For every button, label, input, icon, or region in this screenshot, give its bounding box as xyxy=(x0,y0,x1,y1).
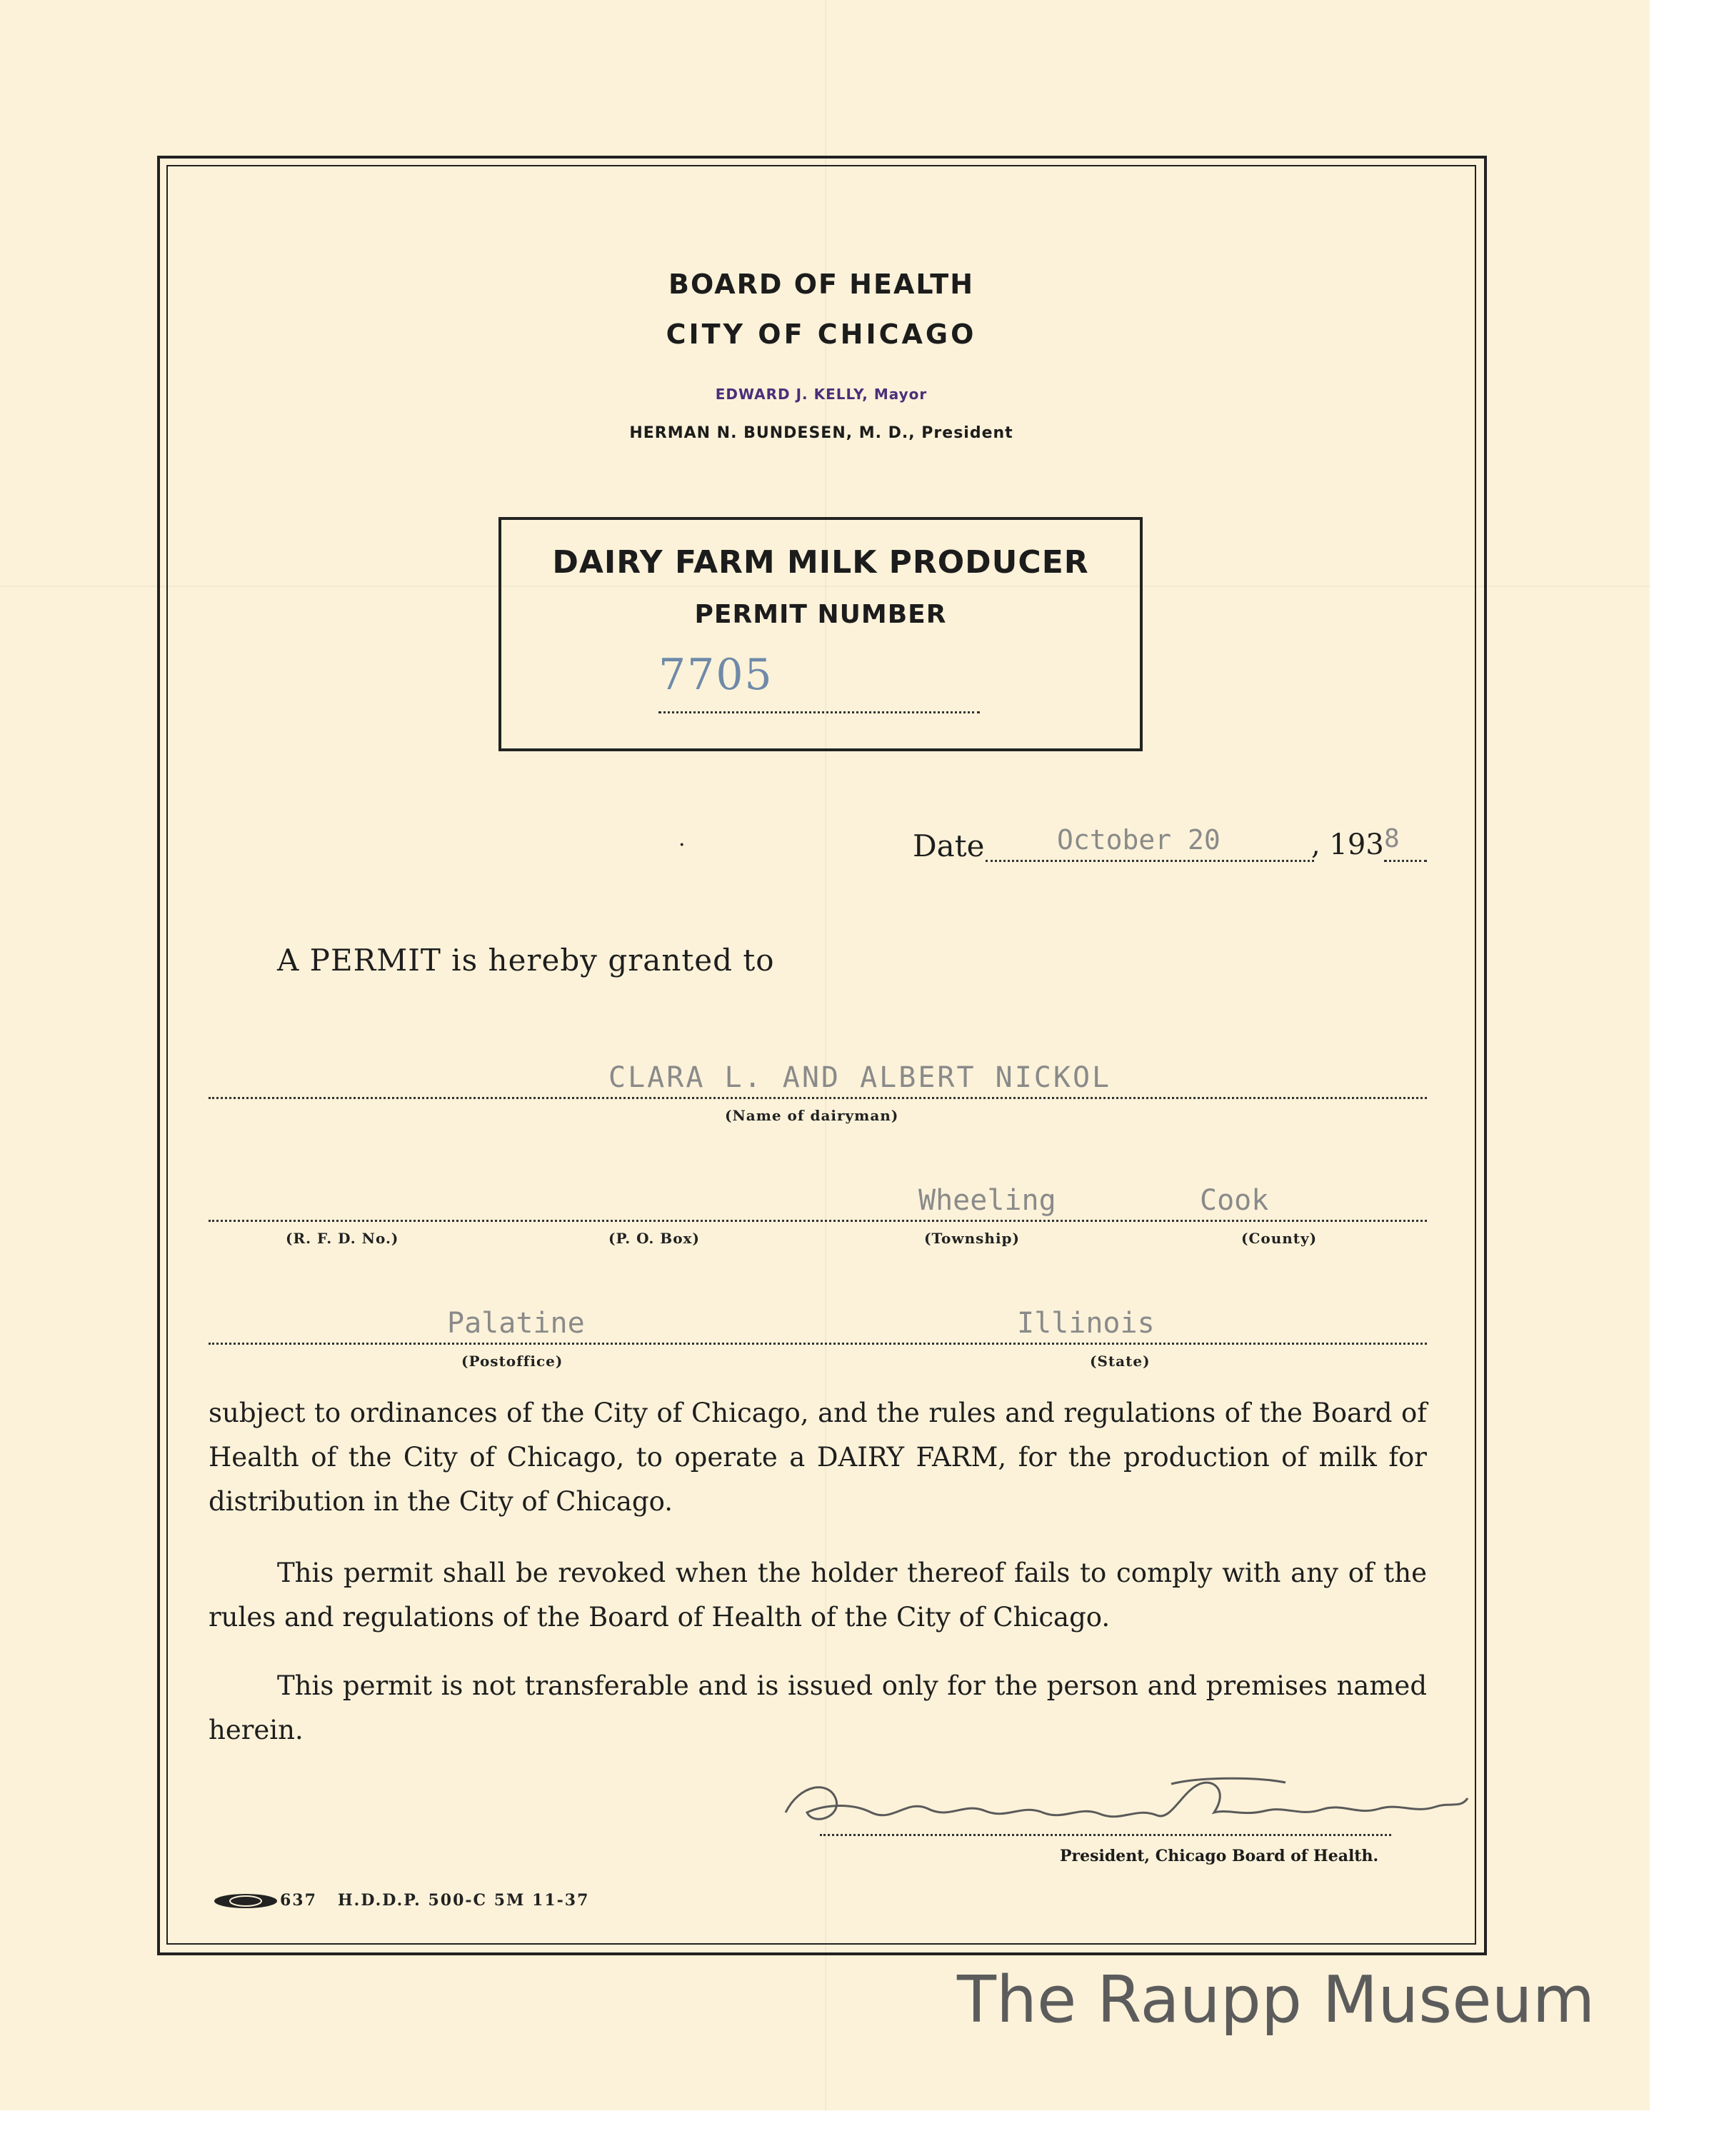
museum-watermark: The Raupp Museum xyxy=(957,1962,1595,2037)
form-code: 637 H.D.D.P. 500-C 5M 11-37 xyxy=(280,1891,590,1910)
permit-conditions-paragraph: subject to ordinances of the City of Chicago, and the rules and regulations of the Board of Health of the City of Chicago, to operate a DAIRY FARM, for the production of milk for distribution in the City of Chicago. xyxy=(209,1398,1427,1517)
address-line-1 xyxy=(209,1220,1427,1222)
county-value: Cook xyxy=(1200,1184,1269,1217)
postoffice-value: Palatine xyxy=(447,1307,585,1340)
dairyman-name-value: CLARA L. AND ALBERT NICKOL xyxy=(608,1061,1112,1094)
address-line-2 xyxy=(209,1343,1427,1345)
township-label: (Township) xyxy=(924,1230,1020,1247)
stray-dot: · xyxy=(678,833,686,858)
union-label-icon xyxy=(211,1891,280,1911)
dairyman-name-label: (Name of dairyman) xyxy=(725,1107,899,1124)
grant-intro: A PERMIT is hereby granted to xyxy=(277,943,775,978)
county-label: (County) xyxy=(1241,1230,1318,1247)
township-value: Wheeling xyxy=(918,1184,1056,1217)
date-year-prefix: , 193 xyxy=(1311,828,1384,861)
state-label: (State) xyxy=(1090,1353,1151,1370)
signature-line xyxy=(820,1834,1391,1836)
date-line xyxy=(986,860,1314,862)
permit-number-line xyxy=(658,711,980,713)
header-city-of-chicago: CITY OF CHICAGO xyxy=(666,319,977,350)
signature-title: President, Chicago Board of Health. xyxy=(1060,1847,1379,1865)
date-label: Date xyxy=(913,828,985,863)
revocation-paragraph: This permit shall be revoked when the holder thereof fails to comply with any of the rules and regulations of the Board of Health of the City of Chicago. xyxy=(209,1558,1427,1633)
president-signature xyxy=(771,1770,1478,1848)
state-value: Illinois xyxy=(1017,1307,1155,1340)
po-box-label: (P. O. Box) xyxy=(608,1230,700,1247)
permit-number-box xyxy=(498,517,1143,751)
header-board-of-health: BOARD OF HEALTH xyxy=(668,269,974,300)
date-year-digit: 8 xyxy=(1384,824,1400,853)
date-value: October 20 xyxy=(1057,824,1221,856)
postoffice-label: (Postoffice) xyxy=(461,1353,563,1370)
board-president-line: HERMAN N. BUNDESEN, M. D., President xyxy=(629,424,1013,442)
permit-type-title: DAIRY FARM MILK PRODUCER xyxy=(552,544,1089,581)
year-line xyxy=(1384,860,1427,862)
transfer-paragraph: This permit is not transferable and is issued only for the person and premises named herein. xyxy=(209,1670,1427,1745)
dairyman-name-line xyxy=(209,1097,1427,1099)
mayor-stamp: EDWARD J. KELLY, Mayor xyxy=(715,386,928,403)
permit-number-value: 7705 xyxy=(658,650,773,700)
permit-number-label: PERMIT NUMBER xyxy=(694,600,947,629)
rfd-label: (R. F. D. No.) xyxy=(286,1230,399,1247)
